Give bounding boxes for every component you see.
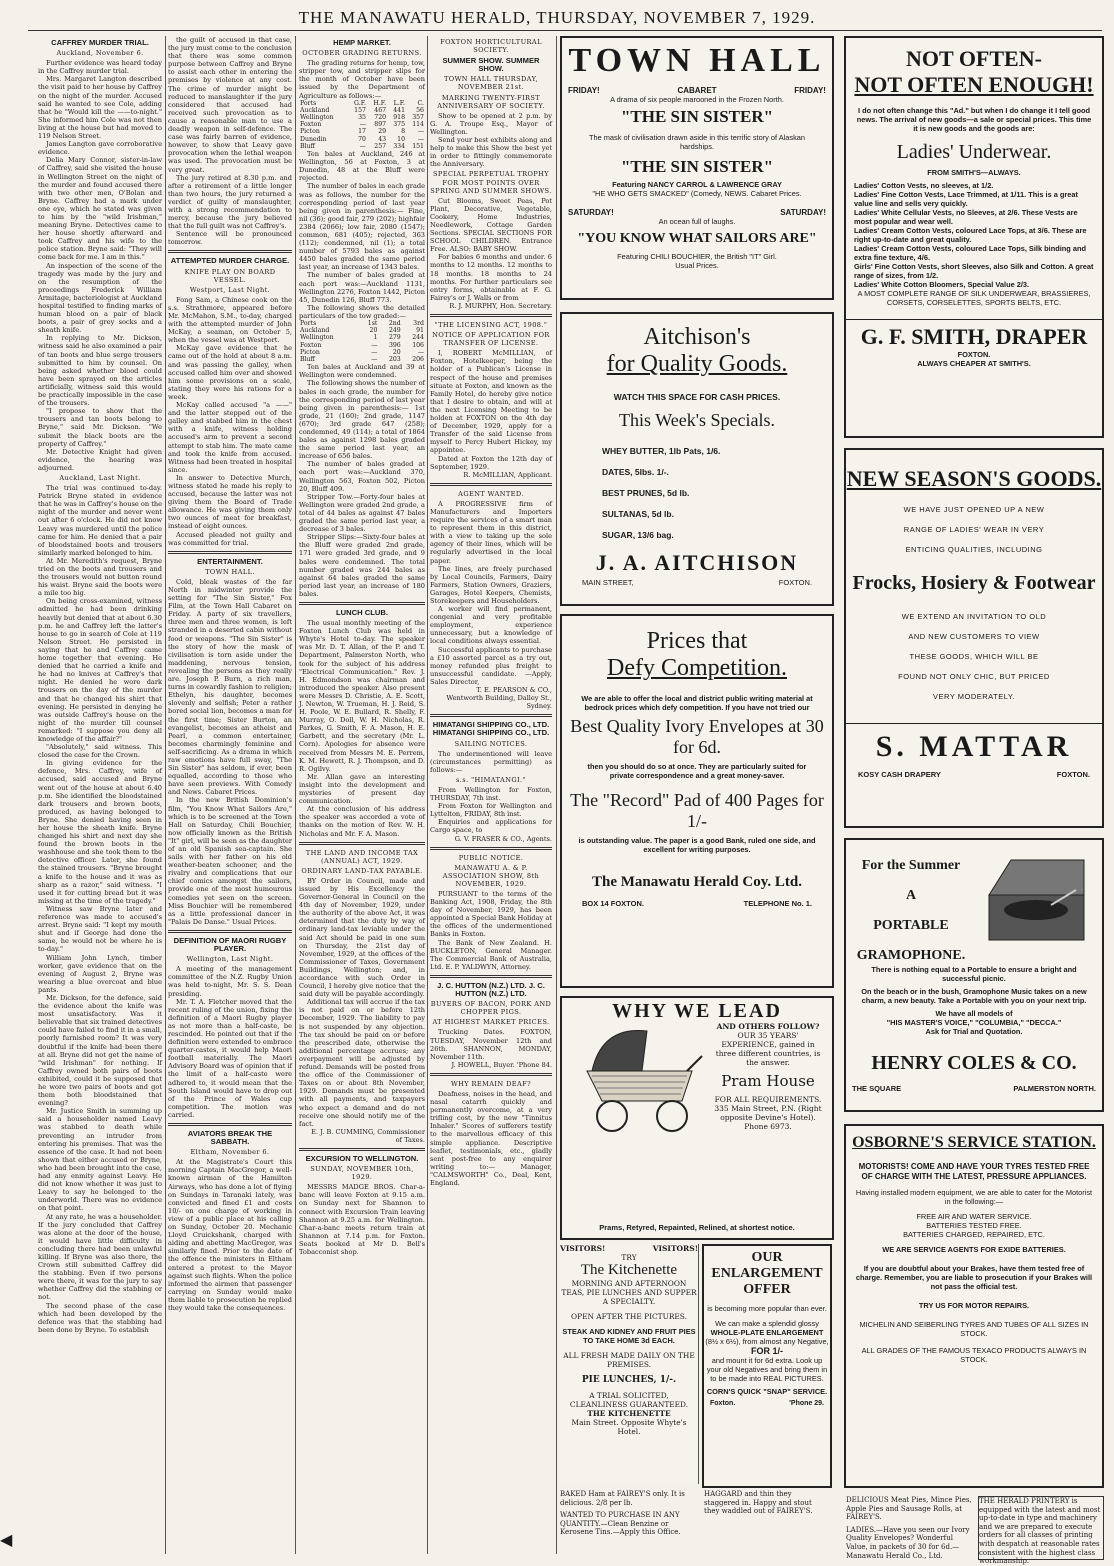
paragraph: Accused pleaded not guilty and was committed for trial. [168, 530, 292, 547]
column-divider [295, 36, 296, 1554]
paragraph: Sentence will be pronounced tomorrow. [168, 230, 292, 247]
ad-line: GRAMOPHONE. [856, 948, 966, 963]
ad-text: is outstanding value. The paper is a good Bank, ruled one side, and excellent for writing purposes. [578, 836, 816, 854]
paragraph: BY Order in Council, made and issued by His Excellency the Governor-General in Council on the 4th day of November, 1929, under the authority of the above Act, it was determined that the duty by way of ordinary land-tax leviable under the said Act should be paid in one sum on Thursday, the 21st day of November, 1929, at the offices of the Commissioner of Taxes, Government Buildings, Wellington; and, in accordance with such Order in Council, I hereby give notice that the said duty will be payable accordingly. [299, 876, 425, 999]
ad-line: TRY [621, 1253, 637, 1262]
ad-text: Having installed modern equipment, we are able to cater for the Motorist in the following:— [855, 1188, 1093, 1206]
prices: Usual Prices. [675, 261, 719, 270]
column-divider [556, 36, 557, 1554]
table-row: Wellington 35 720 918 357 [300, 114, 424, 122]
ad-line: WHOLE-PLATE ENLARGEMENT [710, 1328, 824, 1337]
paragraph: Cut Blooms, Sweet Peas, Pot Plant, Decorative, Vegetable, Cookery, Home Industries, Needlework, Cottage Garden Sections. SPECIAL SECTIONS FOR SCHOOL CHILDREN. Entrance Free. ALSO: BABY SHOW. [430, 196, 552, 254]
ad-title: NEW SEASON'S GOODS. [846, 466, 1102, 491]
table-row: Bluff — 203 206 [300, 356, 424, 364]
featuring: Featuring CHILI BOUCHIER, the British "IT" Girl. [617, 252, 777, 261]
paragraph: Mrs. Margaret Langton described the visit paid to her house by Caffrey on the night of the murder. Accused said he wanted to see Cole, adding that he "Would kill the ——to-night." She informed him Cole was not then living at the house but had moved to 119 Nelson Street. [38, 75, 162, 141]
margin-mark: ◀ [0, 1530, 13, 1549]
paragraph: James Langton gave corroborative evidence. [38, 140, 162, 157]
divider [299, 842, 425, 845]
masthead-rule [28, 30, 1102, 31]
ad-heading: Ladies' Underwear. [896, 141, 1052, 163]
ad-text: If you are doubtful about your Brakes, have them tested free of charge. Remember, you are liable to prosecution if your Brakes will not pass the official test. [855, 1264, 1093, 1291]
small-ad-printery [978, 1496, 1104, 1566]
ad-line: AND OTHERS FOLLOW? [716, 1022, 820, 1031]
signature: G. V. FRASER & CO., Agents. [454, 834, 552, 843]
paragraph: The number of bales graded at each port was:—Auckland 370, Wellington 563, Foxton 502, Picton 20, Bluff 409. [299, 460, 425, 493]
paragraph: In giving evidence for the defence, Mrs. Caffrey, wife of accused, said accused and Bryne went out of the house at about 6.40 p.m. She identified the bloodstained dark trousers and brown boots, produced, as having belonged to Bryne. She denied having seen in her house the sheath knife. Bryne changed his shirt and next day she found the brown boots in the washhouse and she took them to the detective officer. Later, she found the stained trousers. "Bryne brought a knife to the house and it was as sharp as a razor," said witness. "I used it for cutting bread but it was missing at the time of the tragedy." [38, 759, 162, 905]
paragraph: Mr. Allan gave an interesting insight into the development and mysteries of present day communication. [299, 772, 425, 806]
venue-label: CABARET [677, 86, 717, 95]
paragraph: In replying to Mr. Dickson, witness said he also examined a pair of tan boots and blue serge trousers submitted to him by counsel. On being asked whether blood could have been sprayed on the articles artificially, witness said this would be practically impossible in the case of the trousers. [38, 334, 162, 408]
telephone: TELEPHONE No. 1. [743, 899, 812, 908]
paragraph: The number of bales in each grade was as follows, the number for the corresponding period of last year being given in parenthesis:— Fine, nil (36); good fair, 279 (202); highfair 2384 (2066); low fair, 2080 (1547); common, 681 (405); rejected, 363 (112); condemned, nil (1); a total number of 5793 bales as against 4450 bales graded the same period last year, an increase of 1343 bales. [299, 182, 425, 272]
ad-line: VISITORS! [652, 1244, 698, 1253]
dateline: Eltham, November 6. [190, 1148, 270, 1157]
tagline: An ocean full of laughs. [658, 217, 736, 226]
dateline: Wellington, Last Night. [186, 955, 274, 964]
ad-footer: Prams, Retyred, Repainted, Relined, at shortest notice. [599, 1223, 795, 1232]
ad-line: CORN'S QUICK "SNAP" SERVICE. [706, 1387, 828, 1396]
paragraph: I, ROBERT McMILLIAN, of Foxton, Hotelkeeper, being the holder of a Publican's License in respect of the house and premises situate at Foxton, and known as the Family Hotel, do hereby give notice that I desire to obtain, and will at the next Licensing Meeting to be holden at FOXTON on the 4th day of December, 1929, apply for a Transfer of the said License from myself to Percy Hubert Hickey, my appointee. [430, 349, 552, 455]
business-name: HENRY COLES & CO. [871, 1052, 1077, 1074]
gramophone-illustration [981, 850, 1091, 950]
headline: CAFFREY MURDER TRIAL. [51, 38, 149, 47]
ad-text: LADIES.—Have you seen our Ivory Quality Envelopes? Wonderful Value, in packets of 30 for 6d.—Manawatu Herald Co., Ltd. [846, 1525, 970, 1560]
column-3 [299, 36, 425, 1556]
ad-offer: Best Quality Ivory Envelopes at 30 for 6d. [570, 716, 824, 757]
day-label: FRIDAY! [568, 86, 600, 95]
ad-title: TOWN HALL [568, 42, 826, 79]
ad-price: FOR 1/- [750, 1346, 783, 1356]
divider [168, 551, 292, 554]
divider [430, 1073, 552, 1076]
business-name: G. F. SMITH, DRAPER [846, 319, 1102, 350]
ad-text: I do not often change this "Ad." but when I do change it I tell good news. The arrival of new goods—a sale or special prices. This time it is new goods and the goods are: [856, 106, 1092, 133]
dateline: Auckland, Last Night. [59, 473, 141, 482]
product-line: Ladies' Cream Cotton Vests, coloured Lace Tops, at 3/6. These are right up-to-date and great quality. [854, 226, 1087, 244]
paragraph: "Absolutely," said witness. This closed the case for the Crown. [38, 743, 162, 760]
line: TOWN HALL THURSDAY, NOVEMBER 21st. [444, 75, 538, 92]
headline: THE LAND AND INCOME TAX (ANNUAL) ACT, 1929. [305, 848, 419, 865]
special-item: DATES, 5lbs. 1/-. [602, 467, 669, 477]
ad-line: and mount it for 6d extra. Look up your old Negatives and bring them in to be made into REAL PICTURES. [706, 1356, 828, 1383]
ad-text: Ask for Trial and Quotation. [925, 1027, 1023, 1036]
paragraph: In the new British Dominion's film, "You Know What Sailors Are," which is to be screened at the Town Hall on Saturday, Chili Bouchier, now officially known as the British "It" girl, will be seen as the daughter of an old Spanish sea-captain. She sails with her father on his old weather-beaten schooner, and the rivalry and complications that our chief comics amongst the sailors, provide one of the most humourous comedies yet seen on the screen. Miss Bouchier will be remembered as a little professional dancer in "Palais De Danse." Usual Prices. [168, 796, 292, 926]
slogan: ALWAYS CHEAPER AT SMITH'S. [917, 359, 1031, 368]
subheadline: OCTOBER GRADING RETURNS. [302, 49, 422, 58]
service-item: WE ARE SERVICE AGENTS FOR EXIDE BATTERIES. [882, 1245, 1066, 1254]
special-item: SUGAR, 13/6 bag. [602, 530, 674, 540]
ad-text: We are able to offer the local and district public writing material at bedrock prices which defy competition. If you have not tried our [581, 694, 813, 712]
service-item: BATTERIES TESTED FREE. [926, 1221, 1022, 1230]
paragraph: Mr. Justice Smith in summing up said a householder named Leavy was stabbed to death while preventing an intruder from entering his premises. That was the essence of the case. It had not been shown that either accused or Bryne, who had been brought into the case, had any enmity against Leavy. He did not know whether it was just to Leavy to say he belonged to the underworld. There was no evidence on that point. [38, 1107, 162, 1213]
headline: "THE LICENSING ACT, 1908." [434, 321, 548, 329]
ad-title: Aitchison's [643, 324, 751, 350]
table-header-row: Ports G.F. H.F. L.F. C. [300, 99, 424, 107]
pram-illustration [572, 1016, 707, 1136]
ad-line: KOSY CASH DRAPERY [858, 770, 941, 779]
ad-heading: Frocks, Hosiery & Footwear [852, 572, 1096, 594]
product-line: Ladies' White Cotton Bloomers, Special Value 2/3. [854, 280, 1030, 289]
paragraph: Further evidence was heard today in the Caffrey murder trial. [38, 59, 162, 76]
divider [168, 250, 292, 253]
ad-line: A [905, 888, 917, 903]
paragraph: A PROGRESSIVE firm of Manufacturers and Importers require the services of a smart man to represent them in this district, with a view to taking up the sole agency of their lines, which will be regularly advertised in the local paper. [430, 499, 552, 565]
tagline: The mask of civilisation drawn aside in this terrific story of Alaskan hardships. [588, 133, 806, 151]
paragraph: On being cross-examined, witness admitted he had been drinking heavily but denied that at about 6.30 p.m. he and Caffrey left the latter's house to go in search of Cole at 119 Nelson Street. He persisted in saying that he and Caffrey came home together that evening. He denied that he carried a knife and he had no knives at Caffrey's that night. He denied he wore dark trousers on the day of the murder and that he changed his shirt that evening. He persisted in denying he was outside Caffrey's house on the night of the murder till counsel remarked: "I suppose you deny all knowledge of the affair?" [38, 597, 162, 743]
small-ad-haggard [704, 1490, 828, 1550]
paragraph: The trial was continued to-day. Patrick Bryne stated in evidence that he was in Caffrey's house on the night of the murder and never went out after 6 o'clock. He did not know Leavy was murdered until the police came for him. He denied that a pair of bloodstained boots and trousers similarly marked belonged to him. [38, 484, 163, 557]
business-name: J. A. AITCHISON [595, 550, 799, 575]
ad-enlargement [702, 1244, 832, 1488]
product-line: Ladies' White Cellular Vests, no Sleeves, at 2/6. These Vests are most popular and wear well. [854, 208, 1078, 226]
ad-text: DELICIOUS Meat Pies, Mince Pies, Apple Pies and Sausage Rolls, at FAIREY'S. [846, 1496, 972, 1522]
divider [168, 930, 292, 933]
address: 335 Main Street, P.N. (Right opposite Devine's Hotel). Phone 6973. [714, 1104, 822, 1131]
paragraph: Additional tax will accrue if the tax is not paid on or before 12th December, 1929. The liability to pay is not suspended by any objection. The tax should be paid on or before the prescribed date, otherwise the additional percentage accrues; any overpayment will be adjusted by refund. Demands will be posted from the office of the Commissioner of Taxes on or about 8th November, 1929. Demands must be presented with all payments, and taxpayers who expect a demand and do not receive one should notify me of the fact. [299, 998, 425, 1128]
paragraph: From Wellington for Foxton, THURSDAY, 7th inst. [430, 785, 552, 803]
headline: EXCURSION TO WELLINGTON. [305, 1153, 419, 1163]
paragraph: Dated at Foxton the 12th day of September, 1929. [430, 454, 552, 471]
line: MARKING TWENTY-FIRST ANNIVERSARY OF SOCIETY. [437, 93, 545, 110]
headline: ENTERTAINMENT. [197, 556, 263, 566]
paragraph: Deafness, noises in the head, and nasal catarrh quickly and permanently overcome, at a very trifling cost, by the new "Tinnitus Inhaler." Scores of sufferers testify to the marvellous efficacy of this simple appliance. Descriptive leaflet, testimonials, etc., gladly sent post-free to any enquirer writing to:— Manager, "CALMSWORTH" Co., Deal, Kent, England. [430, 1089, 552, 1187]
signature: E. J. B. CUMMING, Commissioner of Taxes. [311, 1127, 425, 1144]
ad-line: THESE GOODS, WHICH WILL BE [909, 652, 1039, 661]
table-row: Picton — 20 — [300, 348, 424, 356]
paragraph: Ten bales at Auckland, 246 at Wellington, 56 at Foxton, 3 at Dunedin, 48 at the Bluff were rejected. [299, 150, 425, 183]
ad-title: OUR ENLARGEMENT OFFER [711, 1250, 823, 1297]
line: MANAWATU A. & P. ASSOCIATION SHOW, 8th NOVEMBER, 1929. [442, 863, 540, 888]
table-row: Picton 17 29 8 — [300, 128, 424, 136]
product-line: Ladies' Fine Cotton Vests, Lace Trimmed, at 1/11. This is a great value line and sells very quickly. [854, 190, 1078, 208]
ad-title: WHY WE LEAD [612, 1000, 782, 1022]
paragraph: Delia Mary Connor, sister-in-law of Caffrey, said she visited the house in Wellington Street on the night of the murder and found accused there with two other men, O'Bolan and Bryne. Caffrey had a mark under one eye, which he stated was given to him by the "wild Irishman," meaning Bryne. Detectives came to her house shortly afterward and took Caffrey and his wife to the police station. Bryne said: "They will come back for me. I am in this." [38, 156, 162, 262]
headline: LUNCH CLUB. [336, 607, 388, 617]
ad-pram-house [560, 996, 834, 1240]
divider [430, 714, 552, 717]
paragraph: Fong Sam, a Chinese cook on the s.s. Strathmore, appeared before Mr. McMahon, S.M., to-day, charged with the attempted murder of John McKay, a seaman, on October 5, when the vessel was at Westport. [168, 295, 292, 345]
divider [430, 483, 552, 486]
paragraph: At Mr. Meredith's request, Bryne tried on the boots and trousers and the trousers would not button round his waist. Bryne said the boots were a mile too big. [38, 556, 162, 598]
day-label: SATURDAY! [780, 208, 826, 217]
paragraph: Witness saw Bryne later and reference was made to accused's arrest. Bryne said: "I kept my mouth shut and if George had done the same, he would not be where he is to-day." [38, 904, 162, 954]
headline: AGENT WANTED. [458, 489, 524, 498]
subheadline: SUNDAY, NOVEMBER 10th, 1929. [310, 1165, 414, 1182]
column-divider [427, 36, 428, 1554]
paragraph: Cold, bleak wastes of the far North in midwinter provide the setting for "The Sin Sister," Fox Film, at the Town Hall Cabaret on Friday. A party of six travellers, three men and three women, is left stranded in a deserted cabin without food or weapons. "The Sin Sister" is the story of how the mask of civilisation is torn aside under the maddening, nervous tension, revealing the persons as they really are. Joseph P. Burn, a rich man, turns in cowardly fashion to religion; Ethelyn, his daughter, becomes slovenly and selfish; Peter a rather bored social lion, becomes a man for the first time; Sister Burton, an evangelist, becomes an atheist and Pearl, a common entertainer, becomes charmingly feminine and self-sacrificing. As a drama in which raw emotions have full sway, "The Sin Sister" has seldom, if ever, been equalled, according to those who have seen previews. With Comedy and News. Cabaret Prices. [168, 577, 292, 797]
paragraph: Mr. T. A. Fletcher moved that the recent ruling of the union, fixing the definition of a Maori Rugby player as not more than a half-caste, be rescinded. He pointed out that if the definition were extended to embrace quarter-castes, it would help Maori football materially. The Maori Advisory Board was of opinion that if the limit of a half-caste were adhered to, it would mean that the South Island would have to drop out of the Prince of Wales cup competition. The motion was carried. [168, 997, 293, 1119]
town: FOXTON. [778, 578, 812, 587]
featuring: Featuring NANCY CARROL & LAWRENCE GRAY [612, 180, 782, 189]
subheadline: NOTICE OF APPLICATION FOR TRANSFER OF LICENSE. [432, 331, 550, 348]
table-row: Bluff — 257 334 151 [300, 142, 424, 150]
ship-name: s.s. "HIMATANGI." [456, 775, 526, 784]
paragraph: A worker will find permanent, congenial and very profitable employment, experience unnecessary, but a knowledge of local conditions always essential. [430, 605, 552, 646]
ad-text: We have all models of [935, 1009, 1013, 1018]
line: SPECIAL PERPETUAL TROPHY FOR MOST POINTS OVER SPRING AND SUMMER SHOWS. [430, 170, 552, 195]
ad-text: HAGGARD and thin they staggered in. Happy and stout they waddled out of FAIREY'S. [704, 1490, 813, 1516]
ad-line: (8½ x 6½), from almost any Negative, [705, 1337, 829, 1346]
headline: HEMP MARKET. [333, 38, 391, 47]
paragraph: McKay gave evidence that he came out of the hold at about 8 a.m. and was passing the galley, when accused called him over and showed him some provisions on a scale, stating they were his rations for a week. [168, 344, 292, 401]
table-row: Foxton — 396 106 [300, 341, 424, 349]
headline: PUBLIC NOTICE. [458, 853, 524, 862]
ad-line: MORNING AND AFTERNOON TEAS, PIE LUNCHES AND SUPPER A SPECIALTY. [561, 1279, 697, 1306]
ad-title: Defy Competition. [607, 655, 787, 681]
ad-line: is becoming more popular than ever. [707, 1304, 827, 1313]
paragraph: MESSRS MADGE BROS. Char-a-banc will leave Foxton at 9.15 a.m. on Sunday next for Shannon to connect with Excursion Train leaving Shannon at 9.25 a.m. for Wellington. Char-a-banc meets return train at Shannon at 7.14 p.m. for Foxton. Seats booked at Mr D. Bell's Tobacconist shop. [299, 1183, 425, 1257]
ad-town-hall [560, 36, 834, 300]
ad-line: AND NEW CUSTOMERS TO VIEW [908, 632, 1040, 641]
masthead: THE MANAWATU HERALD, THURSDAY, NOVEMBER 7, 1929. [298, 8, 816, 27]
dateline: Auckland, November 6. [56, 49, 144, 58]
ad-henry-coles [844, 838, 1104, 1112]
ad-line: VISITORS! [560, 1244, 606, 1253]
paragraph: The Bank of New Zealand. H. BUCKLETON, General Manager. The Commercial Bank of Australia, Ltd. E. P. YALDWYN, Attorney. [430, 938, 552, 971]
paragraph: Ten bales at Auckland and 39 at Wellington were condemned. [299, 363, 425, 380]
paragraph: Trucking Dates. FOXTON, TUESDAY, November 12th and 26th. SHANNON, MONDAY, November 11th. [430, 1028, 552, 1061]
paragraph: From Foxton for Wellington and Lyttelton, FRIDAY, 8th inst. [430, 802, 552, 819]
ad-line: WE EXTEND AN INVITATION TO OLD [901, 612, 1047, 621]
town: FOXTON. [1056, 770, 1090, 779]
ad-offer: The "Record" Pad of 400 Pages for 1/- [570, 790, 824, 831]
address: THE SQUARE [852, 1084, 902, 1093]
address: Main Street. Opposite Whyte's Hotel. [571, 1418, 687, 1436]
headline: SUMMER SHOW. SUMMER SHOW. [442, 56, 540, 74]
paragraph: The lines, are freely purchased by Local Councils, Farmers, Dairy Farmers, Station Owners, Graziers, Garages, Hotel Keepers, Chemists, Storekeepers and Householders. [430, 564, 552, 605]
ad-text: ALL GRADES OF THE FAMOUS TEXACO PRODUCTS ALWAYS IN STOCK. [861, 1346, 1087, 1364]
business-name: Pram House [721, 1072, 815, 1090]
column-2 [168, 36, 292, 1556]
ad-title: OSBORNE'S SERVICE STATION. [852, 1134, 1096, 1151]
town: Foxton. [710, 1400, 736, 1407]
paragraph: Mr. Detective Knight had given evidence, the hearing was adjourned. [38, 447, 162, 472]
paragraph: Show to be opened at 2 p.m. by G. A. Troupe Esq., Mayor of Wellington. [430, 111, 552, 136]
paragraph: "I propose to show that the trousers and tan boots belong to Bryne," said Mr. Dickson. "We submit the black boots are the property of Caffrey." [38, 407, 162, 448]
ad-text: MOTORISTS! COME AND HAVE YOUR TYRES TESTED FREE OF CHARGE WITH THE LATEST, PRESSURE APPLIANCES. [858, 1162, 1090, 1181]
divider [430, 975, 552, 978]
business-name: The Kitchenette [580, 1262, 678, 1278]
divider [430, 847, 552, 850]
heading: FOXTON HORTICULTURAL SOCIETY. [440, 38, 542, 55]
table-row: Wellington 1 279 244 [300, 334, 424, 342]
paragraph: The following shows the detailed particulars of the tow graded:— [299, 303, 425, 320]
paragraph: The following shows the number of bales in each grade, the number for the corresponding period of last year being given in parenthesis:— 1st grade, 21 (160); 2nd grade, 1147 (670); 3rd grade 647 (258); condemned, 49 (114); a total of 1864 bales as against 1298 bales graded the same period last year, an increase of 656 bales. [299, 379, 425, 461]
signature: R. J. MURPHY, Hon. Secretary. [449, 301, 552, 310]
ad-line: A TRIAL SOLICITED, CLEANLINESS GUARANTEED. [569, 1391, 689, 1409]
address: MAIN STREET, [582, 578, 634, 587]
ad-title: NOT OFTEN ENOUGH! [854, 72, 1094, 97]
ad-aitchison [560, 312, 834, 606]
line: AT HIGHEST MARKET PRICES. [432, 1018, 550, 1027]
line: BUYERS OF BACON, PORK AND CHOPPER PIGS. [430, 1000, 552, 1017]
subheadline: ORDINARY LAND-TAX PAYABLE. [301, 866, 423, 875]
ad-line: RANGE OF LADIES' WEAR IN VERY [903, 525, 1045, 534]
ad-text: then you should do so at once. They are particularly suited for private correspondence and a great money-saver. [587, 762, 807, 780]
paragraph: The grading returns for hemp, tow, stripper tow, and stripper slips for the month of October have been issued by the Department of Agriculture as follows:— [299, 59, 425, 100]
ad-text: "HIS MASTER'S VOICE," "COLUMBIA," "DECCA." [886, 1018, 1062, 1027]
ad-line: STEAK AND KIDNEY AND FRUIT PIES TO TAKE HOME 3d EACH. [562, 1327, 696, 1345]
article-caffrey-trial [38, 36, 162, 1556]
paragraph: The usual monthly meeting of the Foxton Lunch Club was held in Whyte's Hotel to-day. The speaker was Mr. D. T. Allan, of the P. and T. Department, Palmerston North, who took for the subject of his address "Electrical Communication." Rev. J. H. Edmondson was chairman and introduced the speaker. Also present were Messrs D. Christie, A. E. Scott, J. Newton, W. Trueman, H. J. Reid, S. H. Poole, W. E. Bullard, R. Shelly, F. Murray, O. Doll, W. H. Nicholas, R. Parkes, G. Smith, F. A. Mason, H. E. Garbett, and the secretary (Mr. L. Corn). Apologies for absence were received from Messrs M. E. Perrem, K. M. Hewett, R. J. Thompson, and D. R. Ogilvy. [299, 619, 425, 773]
special-item: BEST PRUNES, 5d lb. [602, 488, 690, 498]
film-title: "YOU KNOW WHAT SAILORS ARE" [577, 231, 817, 246]
divider [299, 1148, 425, 1151]
ad-line: OPEN AFTER THE PICTURES. [571, 1312, 687, 1321]
subheadline: TOWN HALL. [205, 567, 255, 576]
small-ad-pies [846, 1496, 972, 1560]
paragraph: The second phase of the case which had been developed by the defence was that the stabbing had been done by Bryne. To establish [38, 1301, 162, 1334]
ad-line: ALL FRESH MADE DAILY ON THE PREMISES. [563, 1351, 695, 1369]
day-label: FRIDAY! [794, 86, 826, 95]
town: FOXTON. [957, 350, 991, 359]
product-line: Ladies' Cream Cotton Vests, coloured Lace Tops, Silk binding and extra fine texture, 4/6. [854, 244, 1087, 262]
box-number: BOX 14 FOXTON. [582, 899, 644, 908]
town: PALMERSTON NORTH. [1013, 1084, 1096, 1093]
paragraph: A meeting of the management committee of the N.Z. Rugby Union was held to-night, Mr. S. S. Dean presiding. [168, 965, 292, 998]
service-item: BATTERIES CHARGED, REPAIRED, ETC. [903, 1230, 1045, 1239]
paragraph: The undermentioned will leave (circumstances permitting) as follows:— [430, 749, 552, 774]
headline: DEFINITION OF MAORI RUGBY PLAYER. [173, 935, 287, 954]
ad-line: VERY MODERATELY. [933, 692, 1015, 701]
signature: R. McMILLIAN, Applicant. [463, 470, 552, 479]
service-item: FREE AIR AND WATER SERVICE. [916, 1212, 1032, 1221]
special-item: WHEY BUTTER, 1lb Pats, 1/6. [602, 446, 721, 456]
subheadline: KNIFE PLAY ON BOARD VESSEL. [184, 267, 276, 284]
paragraph: At any rate, he was a householder. If the jury concluded that Caffrey was alone at the door of the house, it would have little difficulty in concluding there had been unlawful killing. If Bryne was also there, the Crown still submitted Caffrey did the stabbing. Even if two persons were there, it was for the jury to say whether Caffrey did the stabbing or not. [38, 1212, 162, 1302]
divider [430, 314, 552, 317]
ad-line: PORTABLE [873, 918, 949, 933]
paragraph: McKay called accused "a ——" and the latter stepped out of the galley and stabbed him in the chest with a knife, witness holding accused's arm to prevent a second attempt to stab him. The mate came and took the knife from accused. Witness had been treated in hospital since. [168, 401, 292, 474]
ad-line: We can make a splendid glossy [715, 1319, 819, 1328]
ad-kitchenette [560, 1244, 699, 1484]
subheadline: SAILING NOTICES. [454, 739, 528, 748]
ad-title: Prices that [646, 628, 748, 654]
ad-text: On the beach or in the bush, Gramophone Music takes on a new charm, a new beauty. Take a Portable with you on your next trip. [861, 987, 1087, 1005]
headline: HIMATANGI SHIPPING CO., LTD. HIMATANGI SHIPPING CO., LTD. [432, 720, 550, 738]
business-name: S. MATTAR [846, 723, 1102, 764]
signature: J. HOWELL, Buyer. 'Phone 84. [451, 1060, 552, 1069]
tow-table [299, 320, 425, 363]
product-line: Girls' Fine Cotton Vests, short Sleeves, also Silk and Cotton. A great range of sizes, from 1/2. [854, 262, 1094, 280]
support: "HE WHO GETS SMACKED" (Comedy, NEWS. Cabaret Prices. [592, 189, 802, 198]
headline: AVIATORS BREAK THE SABBATH. [187, 1129, 273, 1147]
paragraph: the guilt of accused in that case, the jury must come to the conclusion that there was some common purpose between Caffrey and Bryne to assist each other in entering the premises by violence at any cost. The crime of murder might be reduced to manslaughter if the jury considered that accused had received such provocation as to cause a reasonable man to use a deadly weapon in self-defence. The case was fairly barren of evidence, however, to show that Leavy gave provocation when the lethal weapon was used. The provocation must be very great. [168, 36, 292, 174]
ad-title: for Quality Goods. [606, 351, 788, 377]
table-header-row: Ports 1st 2nd 3rd [300, 320, 424, 328]
small-ad-baked-ham [560, 1490, 694, 1550]
ad-line: FOR ALL REQUIREMENTS. [714, 1095, 822, 1104]
column-4 [430, 36, 552, 1556]
specials-heading: This Week's Specials. [619, 410, 775, 430]
paragraph: The jury retired at 8.30 p.m. and after a retirement of a little longer than two hours, the jury returned a verdict of guilty of manslaughter, with a strong recommendation to mercy, because the jury believed that the full guilt was not Caffrey's. [168, 173, 292, 231]
column-divider [165, 36, 166, 1554]
signature: T. E. PEARSON & CO., Wentworth Building, Dalley St., Sydney. [446, 686, 552, 711]
hemp-table [299, 100, 425, 150]
paragraph: The number of bales graded at each port was:—Auckland 1131, Wellington 2276, Foxton 1442, Picton 45, Dunedin 126, Bluff 773. [299, 271, 425, 304]
ad-line: ENTICING QUALITIES, INCLUDING [905, 545, 1043, 554]
ad-text: There is nothing equal to a Portable to ensure a bright and successful picnic. [871, 965, 1077, 983]
telephone: 'Phone 29. [789, 1400, 824, 1407]
ad-line: FOUND NOT ONLY CHIC, BUT PRICED [898, 672, 1050, 681]
ad-text: MICHELIN AND SEIBERLING TYRES AND TUBES OF ALL SIZES IN STOCK. [859, 1320, 1089, 1338]
paragraph: For babies 6 months and under. 6 months to 12 months. 12 months to 18 months. 18 months to 24 months. For further particulars see entry forms, obtainable at F. G. Fairey's or J. Walls or from [430, 253, 552, 302]
divider [299, 602, 425, 605]
paragraph: Stripper Tow.—Forty-four bales at Wellington were graded 2nd grade, a total of 44 bales as against 47 bales graded the same period last year, a decrease of 3 bales. [299, 492, 425, 534]
table-row: Auckland 20 249 91 [300, 327, 424, 335]
paragraph: Enquiries and applications for Cargo space, to [430, 818, 552, 835]
headline: WHY REMAIN DEAF? [450, 1079, 532, 1088]
film-title: "THE SIN SISTER" [620, 107, 774, 126]
ad-notice: WATCH THIS SPACE FOR CASH PRICES. [613, 392, 781, 402]
headline: ATTEMPTED MURDER CHARGE. [170, 256, 290, 266]
table-row: Dunedin 70 43 10 — [300, 135, 424, 143]
paragraph: Successful applicants to purchase a £10 assorted parcel as a try out, money refunded plus freight to unsuccessful candidate. —Apply, Sales Director, [430, 645, 552, 686]
business-name: The Manawatu Herald Coy. Ltd. [591, 874, 802, 890]
ad-line: THE KITCHENETTE [587, 1409, 671, 1418]
ad-text: WANTED TO PURCHASE IN ANY QUANTITY.—Clean Benzine or Kerosene Tins.—Apply this Office. [560, 1511, 681, 1537]
paragraph: Send your best exhibits along and help to make this Show the best yet in order to fittingly commemorate the Anniversary. [430, 136, 552, 169]
product-line: A MOST COMPLETE RANGE OF SILK UNDERWEAR, BRASSIERES, CORSETS, CORSELETTES, SPORTS BELTS, ETC. [857, 289, 1091, 307]
ad-text: BAKED Ham at FAIREY'S only. It is delicious. 2/8 per lb. [560, 1490, 685, 1507]
headline: J. C. HUTTON (N.Z.) LTD. J. C. HUTTON (N.Z.) LTD. [437, 980, 545, 999]
paragraph: In answer to Detective Murch, witness stated he made his reply to accused, because the latter was not giving them the Board of Trade allowance. He was giving them only two ounces of meat for breakfast, instead of eight ounces. [168, 473, 292, 531]
ad-line: PIE LUNCHES, 1/-. [581, 1375, 677, 1385]
tagline: A drama of six people marooned in the Frozen North. [610, 95, 784, 104]
paragraph: Mr. Dickson, for the defence, said the evidence about the knife was most unsatisfactory. Was it believable that six trained detectives could have failed to find it in a small, poorly furnished room? It was very doubtful if the knife had been there at all. Bryne did not get the name of "wild Irishman" for nothing. If Caffrey owned both pairs of boots exhibited, could it be supposed that he wore two pairs of boots and got them both bloodstained that evening? [38, 993, 162, 1108]
divider [168, 1123, 292, 1126]
ad-line: FROM SMITH'S—ALWAYS. [927, 168, 1021, 177]
ad-line: OUR 35 YEARS' EXPERIENCE, gained in three different countries, is the answer. [715, 1031, 821, 1067]
paragraph: An inspection of the scene of the tragedy was made by the jury and on the resumption of the proceedings Frederick William Armitage, bacteriologist at Auckland hospital testified to finding marks of human blood on a pair of black boots, a pair of grey socks and a sheath knife. [38, 261, 162, 335]
ad-text: THE HERALD PRINTERY is equipped with the latest and most up-to-date in type and machinery and we are prepared to execute orders for all classes of printing with despatch at reasonable rates consistent with the highest class workmanship. [979, 1497, 1101, 1566]
ad-text: TRY US FOR MOTOR REPAIRS. [918, 1301, 1030, 1310]
film-title: "THE SIN SISTER" [620, 157, 774, 176]
ad-title: NOT OFTEN- [906, 46, 1042, 71]
product-line: Ladies' Cotton Vests, no sleeves, at 1/2. [854, 181, 994, 190]
paragraph: At the Magistrate's Court this morning Captain MacGregor, a well-known airman of the Hamilton Airways, who has done a lot of flying on Sundays in Taranaki lately, was convicted and fined £1 and costs 10/- on one charge of working in view of a public place at his calling on Sunday, October 20. Mechanic Lloyd Cruickshank, charged with aiding and abetting MacGregor, was similarly fined. Prior to the date of the offence the ministers in Eltham entered a protest to the Mayor against such flights. When the police informed the airmen that passenger carrying on Sunday would make them liable to prosecution he replied they would take the consequences. [168, 1158, 292, 1312]
ad-manawatu-herald [560, 614, 834, 988]
paragraph: Stripper Slips:—Sixty-four bales at the Bluff were graded 2nd grade, 171 were graded 3rd grade, and 9 bales were condemned. The total number graded was 244 bales as against 64 bales graded the same period last year, an increase of 180 bales. [299, 533, 425, 598]
day-label: SATURDAY! [568, 208, 614, 217]
table-row: Auckland 157 467 441 56 [300, 106, 424, 114]
paragraph: William John Lynch, timber worker, gave evidence that on the evening of August 2, Bryne was wearing a blue overcoat and blue pants. [38, 953, 162, 994]
dateline: Westport, Last Night. [189, 285, 271, 294]
ad-s-mattar [844, 448, 1104, 828]
special-item: SULTANAS, 5d lb. [602, 509, 674, 519]
ad-g-f-smith [844, 36, 1104, 438]
paragraph: At the conclusion of his address the speaker was accorded a vote of thanks on the motion of Rev. W. H. Nicholas and Mr. F. A. Mason. [299, 805, 425, 838]
table-row: Foxton — 897 375 114 [300, 121, 424, 129]
ad-line: WE HAVE JUST OPENED UP A NEW [903, 505, 1045, 514]
ad-line: For the Summer [861, 858, 961, 873]
paragraph: PURSUANT to the terms of the Banking Act, 1908, Friday, the 8th day of November, 1929, has been appointed a Special Bank Holiday at the offices of the undermentioned Banks in Foxton. [430, 890, 552, 939]
ad-osborne-service-station [844, 1124, 1104, 1488]
